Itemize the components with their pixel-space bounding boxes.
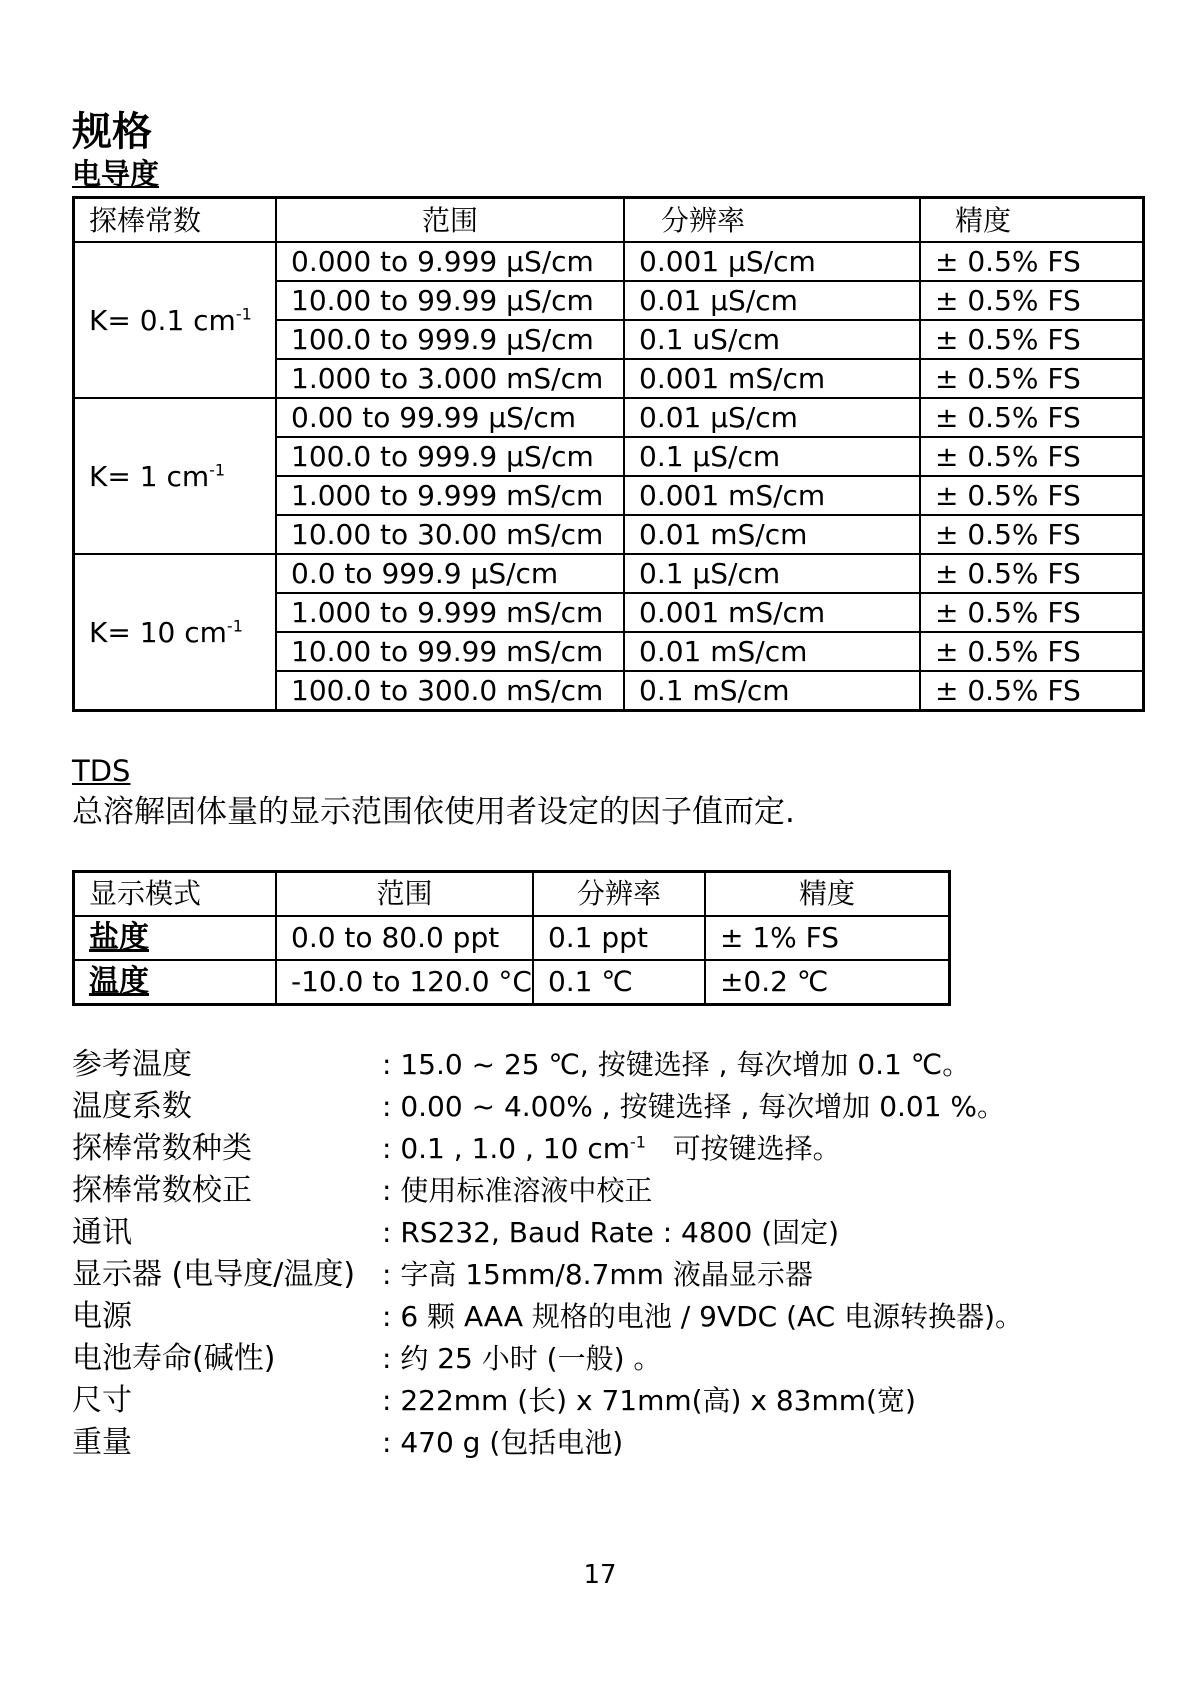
header-range: 范围 — [276, 198, 624, 243]
spec-value: : 使用标准溶液中校正 — [382, 1174, 653, 1207]
header-resolution: 分辨率 — [533, 872, 705, 917]
accuracy-cell: ± 0.5% FS — [920, 437, 1144, 476]
header-probe-constant: 探棒常数 — [74, 198, 277, 243]
resolution-cell: 0.1 mS/cm — [624, 671, 920, 711]
spec-label: 探棒常数种类 — [72, 1131, 252, 1166]
table-row — [74, 960, 950, 1005]
spec-value-container — [382, 1044, 1152, 1086]
spec-row — [72, 1380, 1152, 1422]
header-accuracy: 精度 — [920, 198, 1144, 243]
spec-value: : 15.0 ~ 25 ℃, 按键选择 , 每次增加 0.1 ℃。 — [382, 1048, 971, 1081]
range-cell: 0.000 to 9.999 µS/cm — [276, 242, 624, 281]
spec-label: 探棒常数校正 — [72, 1173, 252, 1208]
spec-row — [72, 1254, 1152, 1296]
accuracy-cell: ± 0.5% FS — [920, 398, 1144, 437]
probe-constant-cell — [74, 242, 277, 398]
resolution-cell: 0.01 µS/cm — [624, 281, 920, 320]
display-mode-cell: 盐度 — [74, 916, 277, 960]
probe-constant-exponent: -1 — [209, 460, 226, 480]
range-cell: 100.0 to 300.0 mS/cm — [276, 671, 624, 711]
table-header-row — [74, 872, 950, 917]
spec-row — [72, 1338, 1152, 1380]
range-cell: 10.00 to 99.99 mS/cm — [276, 632, 624, 671]
display-mode-cell: 温度 — [74, 960, 277, 1005]
probe-constant-cell — [74, 554, 277, 711]
spec-value: : 6 颗 AAA 规格的电池 / 9VDC (AC 电源转换器)。 — [382, 1300, 1024, 1333]
table-row — [74, 554, 1144, 593]
tds-label: TDS — [72, 754, 131, 788]
spec-value-container — [382, 1422, 1152, 1464]
spec-row — [72, 1422, 1152, 1464]
spec-row — [72, 1296, 1152, 1338]
spec-value-after: 可按键选择。 — [645, 1132, 841, 1165]
range-cell: 1.000 to 9.999 mS/cm — [276, 593, 624, 632]
table-row — [74, 398, 1144, 437]
resolution-cell: 0.01 mS/cm — [624, 632, 920, 671]
header-resolution: 分辨率 — [624, 198, 920, 243]
range-cell: 0.0 to 999.9 µS/cm — [276, 554, 624, 593]
probe-constant-exponent: -1 — [226, 616, 243, 636]
resolution-cell: 0.1 ℃ — [533, 960, 705, 1005]
probe-constant-cell — [74, 398, 277, 554]
spec-value-container — [382, 1296, 1152, 1338]
accuracy-cell: ± 0.5% FS — [920, 515, 1144, 554]
range-cell: 100.0 to 999.9 µS/cm — [276, 320, 624, 359]
spec-value: : 470 g (包括电池) — [382, 1426, 624, 1459]
accuracy-cell: ± 0.5% FS — [920, 242, 1144, 281]
header-range: 范围 — [276, 872, 533, 917]
accuracy-cell: ± 0.5% FS — [920, 320, 1144, 359]
spec-value: : 222mm (长) x 71mm(高) x 83mm(宽) — [382, 1384, 916, 1417]
resolution-cell: 0.001 mS/cm — [624, 476, 920, 515]
resolution-cell: 0.01 µS/cm — [624, 398, 920, 437]
accuracy-cell: ± 0.5% FS — [920, 632, 1144, 671]
spec-value-container — [382, 1212, 1152, 1254]
resolution-cell: 0.01 mS/cm — [624, 515, 920, 554]
spec-list — [72, 1044, 1152, 1464]
range-cell: 100.0 to 999.9 µS/cm — [276, 437, 624, 476]
spec-value: : 0.00 ~ 4.00% , 按键选择 , 每次增加 0.01 %。 — [382, 1090, 1006, 1123]
spec-row — [72, 1044, 1152, 1086]
conductivity-heading: 电导度 — [72, 157, 160, 191]
range-cell: 1.000 to 9.999 mS/cm — [276, 476, 624, 515]
spec-label: 尺寸 — [72, 1383, 132, 1418]
table-row — [74, 242, 1144, 281]
resolution-cell: 0.1 µS/cm — [624, 437, 920, 476]
accuracy-cell: ± 0.5% FS — [920, 476, 1144, 515]
spec-value-exponent: -1 — [630, 1132, 646, 1152]
range-cell: 10.00 to 99.99 µS/cm — [276, 281, 624, 320]
tds-table — [72, 870, 951, 1006]
spec-value-container — [382, 1380, 1152, 1422]
spec-label: 通讯 — [72, 1215, 132, 1250]
resolution-cell: 0.1 uS/cm — [624, 320, 920, 359]
spec-row — [72, 1128, 1152, 1170]
spec-row — [72, 1170, 1152, 1212]
spec-value-container — [382, 1254, 1152, 1296]
spec-row — [72, 1086, 1152, 1128]
spec-value: : 字高 15mm/8.7mm 液晶显示器 — [382, 1258, 813, 1291]
accuracy-cell: ± 0.5% FS — [920, 593, 1144, 632]
probe-constant-label: K= 0.1 cm — [89, 303, 236, 337]
spec-value: : 0.1 , 1.0 , 10 cm — [382, 1132, 630, 1165]
spec-label: 电源 — [72, 1299, 132, 1334]
accuracy-cell: ±0.2 ℃ — [705, 960, 950, 1005]
resolution-cell: 0.1 ppt — [533, 916, 705, 960]
range-cell: 0.0 to 80.0 ppt — [276, 916, 533, 960]
spec-label: 电池寿命(碱性) — [72, 1341, 276, 1376]
accuracy-cell: ± 0.5% FS — [920, 281, 1144, 320]
table-row — [74, 916, 950, 960]
probe-constant-label: K= 10 cm — [89, 615, 227, 649]
spec-value-container — [382, 1170, 1152, 1212]
spec-label: 显示器 (电导度/温度) — [72, 1257, 356, 1292]
spec-label: 重量 — [72, 1425, 132, 1460]
spec-value: : 约 25 小时 (一般) 。 — [382, 1342, 662, 1375]
spec-value-container — [382, 1338, 1152, 1380]
spec-value-container — [382, 1128, 1152, 1170]
spec-label: 温度系数 — [72, 1089, 192, 1124]
page-number: 17 — [583, 1560, 617, 1590]
accuracy-cell: ± 1% FS — [705, 916, 950, 960]
range-cell: 1.000 to 3.000 mS/cm — [276, 359, 624, 398]
spec-value-container — [382, 1086, 1152, 1128]
page-title: 规格 — [72, 109, 152, 155]
range-cell: 10.00 to 30.00 mS/cm — [276, 515, 624, 554]
probe-constant-label: K= 1 cm — [89, 459, 210, 493]
resolution-cell: 0.1 µS/cm — [624, 554, 920, 593]
accuracy-cell: ± 0.5% FS — [920, 359, 1144, 398]
resolution-cell: 0.001 µS/cm — [624, 242, 920, 281]
tds-description: 总溶解固体量的显示范围依使用者设定的因子值而定. — [72, 794, 795, 830]
header-display-mode: 显示模式 — [74, 872, 277, 917]
resolution-cell: 0.001 mS/cm — [624, 359, 920, 398]
range-cell: 0.00 to 99.99 µS/cm — [276, 398, 624, 437]
spec-value: : RS232, Baud Rate : 4800 (固定) — [382, 1216, 840, 1249]
table-header-row — [74, 198, 1144, 243]
spec-row — [72, 1212, 1152, 1254]
accuracy-cell: ± 0.5% FS — [920, 671, 1144, 711]
spec-label: 参考温度 — [72, 1047, 192, 1082]
probe-constant-exponent: -1 — [235, 304, 252, 324]
resolution-cell: 0.001 mS/cm — [624, 593, 920, 632]
header-accuracy: 精度 — [705, 872, 950, 917]
spec-page — [72, 108, 1152, 1464]
conductivity-table — [72, 196, 1145, 712]
accuracy-cell: ± 0.5% FS — [920, 554, 1144, 593]
range-cell: -10.0 to 120.0 °C — [276, 960, 533, 1005]
